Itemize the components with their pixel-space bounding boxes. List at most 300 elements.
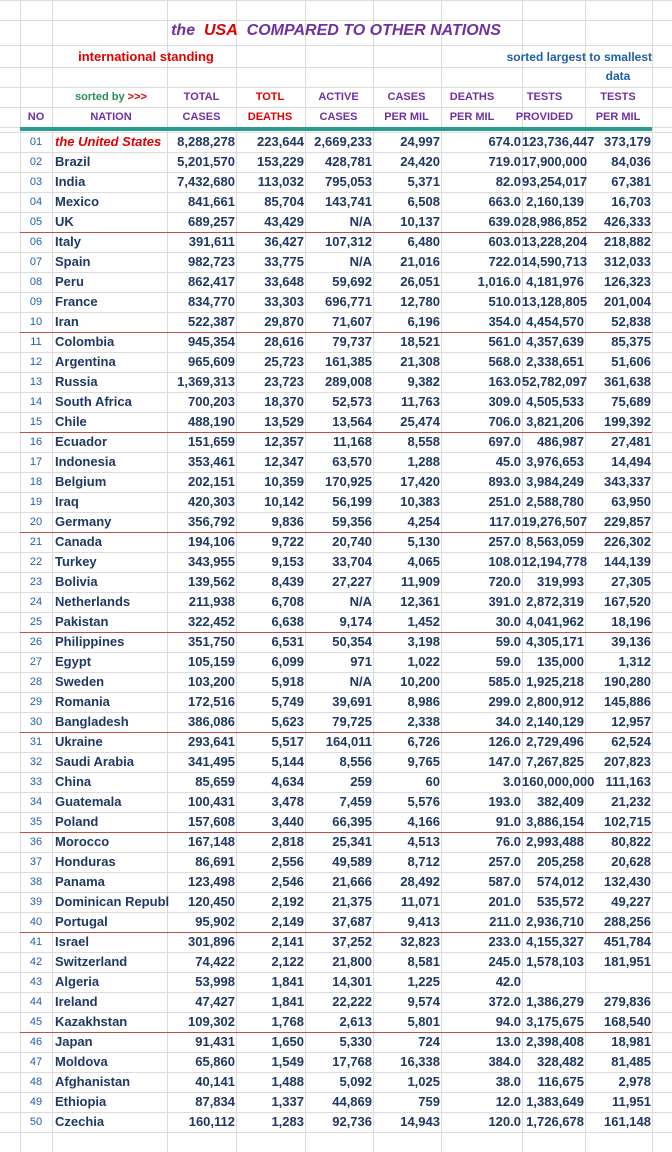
nation-name: Ecuador [55, 434, 108, 449]
active-cases: 161,385 [325, 354, 372, 369]
header-deaths: DEATHS [449, 91, 495, 103]
cases-per-mil: 3,198 [407, 634, 440, 649]
tests-provided: 4,454,570 [526, 314, 584, 329]
tests-per-mil: 126,323 [604, 274, 651, 289]
deaths-per-mil: 257.0 [488, 854, 521, 869]
total-cases: 700,203 [188, 394, 235, 409]
active-cases: 17,768 [332, 1054, 372, 1069]
total-deaths: 6,708 [271, 594, 304, 609]
cases-per-mil: 10,137 [400, 214, 440, 229]
total-cases: 151,659 [188, 434, 235, 449]
table-row [0, 772, 672, 792]
active-cases: 696,771 [325, 294, 372, 309]
deaths-per-mil: 720.0 [488, 574, 521, 589]
tests-provided: 2,729,496 [526, 734, 584, 749]
header-cases-total: CASES [182, 111, 221, 123]
tests-provided: 2,872,319 [526, 594, 584, 609]
cases-per-mil: 6,508 [407, 194, 440, 209]
active-cases: 9,174 [339, 614, 372, 629]
tests-per-mil [585, 972, 651, 992]
table-row [0, 272, 672, 292]
nation-name: Philippines [55, 634, 125, 649]
cases-per-mil: 12,361 [400, 594, 440, 609]
table-row [0, 732, 672, 752]
tests-per-mil: 27,305 [611, 574, 651, 589]
nation-name: Netherlands [55, 594, 131, 609]
total-cases: 65,860 [195, 1054, 235, 1069]
tests-provided: 93,254,017 [522, 174, 588, 189]
tests-per-mil: 132,430 [604, 874, 651, 889]
table-row [0, 492, 672, 512]
nation-name: Romania [55, 694, 110, 709]
row-number: 39 [29, 896, 43, 908]
row-number: 25 [29, 616, 43, 628]
nation-name: India [55, 174, 86, 189]
nation-name: Bangladesh [55, 714, 129, 729]
row-number: 05 [29, 216, 43, 228]
active-cases: 5,092 [339, 1074, 372, 1089]
active-cases: 39,691 [332, 694, 372, 709]
active-cases: 21,666 [332, 874, 372, 889]
total-deaths: 33,648 [264, 274, 304, 289]
tests-provided: 205,258 [537, 854, 584, 869]
nation-name: South Africa [55, 394, 132, 409]
row-number: 13 [29, 376, 43, 388]
table-row [0, 172, 672, 192]
nation-name: Brazil [55, 154, 91, 169]
tests-provided: 7,267,825 [526, 754, 584, 769]
tests-per-mil: 145,886 [604, 694, 651, 709]
cases-per-mil: 60 [425, 774, 440, 789]
cases-per-mil: 4,166 [407, 814, 440, 829]
cases-per-mil: 8,581 [407, 954, 440, 969]
deaths-per-mil: 697.0 [488, 434, 521, 449]
grid-line [0, 1132, 672, 1133]
deaths-per-mil: 59.0 [495, 654, 521, 669]
total-cases: 105,159 [188, 654, 235, 669]
total-deaths: 8,439 [271, 574, 304, 589]
cases-per-mil: 8,712 [407, 854, 440, 869]
active-cases: 56,199 [332, 494, 372, 509]
total-deaths: 10,359 [264, 474, 304, 489]
total-deaths: 1,283 [271, 1114, 304, 1129]
subtitle-left: international standing [78, 49, 214, 64]
total-cases: 47,427 [195, 994, 235, 1009]
row-number: 46 [29, 1036, 43, 1048]
row-number: 02 [29, 156, 43, 168]
cases-per-mil: 12,780 [400, 294, 440, 309]
cases-per-mil: 5,371 [407, 174, 440, 189]
table-row [0, 972, 672, 992]
deaths-per-mil: 561.0 [488, 334, 521, 349]
total-cases: 100,431 [188, 794, 235, 809]
tests-per-mil: 312,033 [604, 254, 651, 269]
total-cases: 420,303 [188, 494, 235, 509]
total-cases: 172,516 [188, 694, 235, 709]
total-cases: 841,661 [188, 194, 235, 209]
tests-provided: 3,886,154 [526, 814, 584, 829]
active-cases: 37,687 [332, 914, 372, 929]
subtitle-right: sorted largest to smallest [506, 50, 652, 64]
total-cases: 356,792 [188, 514, 235, 529]
active-cases: N/A [349, 674, 372, 689]
deaths-per-mil: 45.0 [495, 454, 521, 469]
total-deaths: 1,768 [271, 1014, 304, 1029]
active-cases: 14,301 [332, 974, 372, 989]
tests-per-mil: 201,004 [604, 294, 651, 309]
total-deaths: 4,634 [271, 774, 304, 789]
total-deaths: 223,644 [257, 134, 304, 149]
table-row [0, 712, 672, 732]
row-number: 22 [29, 556, 43, 568]
grid-line [0, 20, 672, 21]
tests-per-mil: 144,139 [604, 554, 651, 569]
table-row [0, 652, 672, 672]
tests-per-mil: 288,256 [604, 914, 651, 929]
total-cases: 103,200 [188, 674, 235, 689]
row-number: 48 [29, 1076, 43, 1088]
cases-per-mil: 8,558 [407, 434, 440, 449]
nation-name: Pakistan [55, 614, 109, 629]
nation-name: Chile [55, 414, 87, 429]
table-row [0, 632, 672, 652]
tests-per-mil: 75,689 [611, 394, 651, 409]
row-number: 28 [29, 676, 43, 688]
tests-per-mil: 451,784 [604, 934, 651, 949]
cases-per-mil: 6,480 [407, 234, 440, 249]
nation-name: Honduras [55, 854, 116, 869]
header-nation: NATION [90, 111, 132, 123]
cases-per-mil: 1,022 [407, 654, 440, 669]
active-cases: 27,227 [332, 574, 372, 589]
row-number: 37 [29, 856, 43, 868]
deaths-per-mil: 59.0 [495, 634, 521, 649]
total-deaths: 1,549 [271, 1054, 304, 1069]
row-number: 50 [29, 1116, 43, 1128]
deaths-per-mil: 1,016.0 [477, 274, 521, 289]
row-number: 17 [29, 456, 43, 468]
active-cases: 49,589 [332, 854, 372, 869]
tests-per-mil: 12,957 [611, 714, 651, 729]
cases-per-mil: 14,943 [400, 1114, 440, 1129]
row-number: 06 [29, 236, 43, 248]
total-deaths: 2,556 [271, 854, 304, 869]
active-cases: 289,008 [325, 374, 372, 389]
header-totl: TOTL [255, 91, 285, 103]
total-cases: 488,190 [188, 414, 235, 429]
total-deaths: 5,144 [271, 754, 304, 769]
table-row [0, 1012, 672, 1032]
cases-per-mil: 9,574 [407, 994, 440, 1009]
total-deaths: 18,370 [264, 394, 304, 409]
tests-provided: 52,782,097 [522, 374, 588, 389]
row-number: 11 [30, 336, 42, 348]
nation-name: Kazakhstan [55, 1014, 128, 1029]
nation-name: Saudi Arabia [55, 754, 134, 769]
deaths-per-mil: 391.0 [488, 594, 521, 609]
deaths-per-mil: 719.0 [488, 154, 521, 169]
nation-name: Egypt [55, 654, 92, 669]
active-cases: 20,740 [332, 534, 372, 549]
total-cases: 7,432,680 [177, 174, 235, 189]
row-number: 35 [29, 816, 43, 828]
cases-per-mil: 9,765 [407, 754, 440, 769]
nation-name: Ireland [55, 994, 98, 1009]
tests-per-mil: 2,978 [618, 1074, 651, 1089]
total-cases: 139,562 [188, 574, 235, 589]
table-row [0, 292, 672, 312]
tests-provided: 2,398,408 [526, 1034, 584, 1049]
nation-name: the United States [55, 134, 162, 149]
tests-per-mil: 279,836 [604, 994, 651, 1009]
deaths-per-mil: 384.0 [488, 1054, 521, 1069]
row-number: 16 [29, 436, 43, 448]
row-number: 18 [29, 476, 43, 488]
active-cases: 971 [350, 654, 372, 669]
total-cases: 157,608 [188, 814, 235, 829]
header-total: TOTAL [183, 91, 220, 103]
tests-per-mil: 218,882 [604, 234, 651, 249]
table-row [0, 1112, 672, 1132]
cases-per-mil: 4,254 [407, 514, 440, 529]
total-cases: 351,750 [188, 634, 235, 649]
total-deaths: 5,749 [271, 694, 304, 709]
tests-per-mil: 27,481 [611, 434, 651, 449]
tests-per-mil: 168,540 [604, 1014, 651, 1029]
table-row [0, 592, 672, 612]
total-deaths: 1,841 [271, 994, 304, 1009]
header-provided: PROVIDED [515, 111, 574, 123]
row-number: 27 [29, 656, 43, 668]
row-number: 19 [29, 496, 43, 508]
active-cases: 13,564 [332, 414, 372, 429]
deaths-per-mil: 251.0 [488, 494, 521, 509]
cases-per-mil: 8,986 [407, 694, 440, 709]
table-row [0, 692, 672, 712]
grid-line [0, 45, 672, 46]
total-deaths: 9,722 [271, 534, 304, 549]
deaths-per-mil: 201.0 [488, 894, 521, 909]
tests-provided: 13,228,204 [522, 234, 588, 249]
deaths-per-mil: 34.0 [495, 714, 521, 729]
nation-name: Canada [55, 534, 102, 549]
tests-provided: 28,986,852 [522, 214, 588, 229]
tests-per-mil: 67,381 [611, 174, 651, 189]
cases-per-mil: 32,823 [400, 934, 440, 949]
cases-per-mil: 11,071 [400, 894, 440, 909]
active-cases: 79,737 [332, 334, 372, 349]
table-row [0, 952, 672, 972]
tests-provided: 3,821,206 [526, 414, 584, 429]
deaths-per-mil: 299.0 [488, 694, 521, 709]
nation-name: Ethiopia [55, 1094, 107, 1109]
tests-provided: 19,276,507 [522, 514, 588, 529]
deaths-per-mil: 372.0 [488, 994, 521, 1009]
tests-provided: 116,675 [537, 1074, 584, 1089]
row-number: 43 [29, 976, 43, 988]
table-row [0, 992, 672, 1012]
total-deaths: 5,623 [271, 714, 304, 729]
tests-provided: 319,993 [537, 574, 584, 589]
row-number: 09 [29, 296, 43, 308]
cases-per-mil: 9,382 [407, 374, 440, 389]
cases-per-mil: 25,474 [400, 414, 440, 429]
deaths-per-mil: 76.0 [495, 834, 521, 849]
active-cases: 143,741 [325, 194, 372, 209]
header-active: ACTIVE [318, 91, 359, 103]
total-cases: 293,641 [188, 734, 235, 749]
tests-provided: 1,386,279 [526, 994, 584, 1009]
table-row [0, 532, 672, 552]
nation-name: Spain [55, 254, 91, 269]
cases-per-mil: 21,308 [400, 354, 440, 369]
row-number: 07 [29, 256, 43, 268]
deaths-per-mil: 706.0 [488, 414, 521, 429]
header-cases: CASES [387, 91, 426, 103]
nation-name: Turkey [55, 554, 97, 569]
tests-provided: 4,041,962 [526, 614, 584, 629]
cases-per-mil: 21,016 [400, 254, 440, 269]
total-deaths: 1,841 [271, 974, 304, 989]
tests-provided: 328,482 [537, 1054, 584, 1069]
table-row [0, 392, 672, 412]
tests-per-mil: 229,857 [604, 514, 651, 529]
row-number: 20 [29, 516, 43, 528]
nation-name: Indonesia [55, 454, 116, 469]
page-title: the USA COMPARED TO OTHER NATIONS [171, 22, 501, 39]
deaths-per-mil: 163.0 [488, 374, 521, 389]
nation-name: Bolivia [55, 574, 98, 589]
total-cases: 301,896 [188, 934, 235, 949]
total-cases: 87,834 [195, 1094, 235, 1109]
cases-per-mil: 18,521 [400, 334, 440, 349]
row-number: 31 [29, 736, 43, 748]
row-number: 32 [29, 756, 43, 768]
total-cases: 5,201,570 [177, 154, 235, 169]
nation-name: Moldova [55, 1054, 108, 1069]
row-number: 26 [29, 636, 43, 648]
tests-provided: 1,578,103 [526, 954, 584, 969]
tests-provided: 486,987 [537, 434, 584, 449]
table-row [0, 372, 672, 392]
cases-per-mil: 6,726 [407, 734, 440, 749]
active-cases: 50,354 [332, 634, 372, 649]
row-number: 10 [29, 316, 43, 328]
cases-per-mil: 1,225 [407, 974, 440, 989]
active-cases: 259 [350, 774, 372, 789]
tests-per-mil: 21,232 [611, 794, 651, 809]
nation-name: Argentina [55, 354, 116, 369]
total-cases: 8,288,278 [177, 134, 235, 149]
total-cases: 53,998 [195, 974, 235, 989]
table-row [0, 312, 672, 332]
deaths-per-mil: 211.0 [489, 914, 521, 929]
total-cases: 834,770 [188, 294, 235, 309]
active-cases: 52,573 [332, 394, 372, 409]
deaths-per-mil: 893.0 [488, 474, 521, 489]
nation-name: China [55, 774, 92, 789]
tests-provided: 2,338,651 [526, 354, 584, 369]
row-number: 12 [29, 356, 43, 368]
deaths-per-mil: 30.0 [495, 614, 521, 629]
tests-per-mil: 14,494 [611, 454, 651, 469]
table-row [0, 232, 672, 252]
nation-name: Germany [55, 514, 112, 529]
row-number: 08 [29, 276, 43, 288]
cases-per-mil: 10,383 [400, 494, 440, 509]
total-deaths: 6,638 [271, 614, 304, 629]
total-deaths: 43,429 [264, 214, 304, 229]
deaths-per-mil: 663.0 [488, 194, 521, 209]
total-cases: 91,431 [195, 1034, 235, 1049]
active-cases: 21,375 [332, 894, 372, 909]
cases-per-mil: 724 [418, 1034, 440, 1049]
tests-per-mil: 11,951 [611, 1094, 651, 1109]
table-row [0, 212, 672, 232]
active-cases: 170,925 [325, 474, 372, 489]
active-cases: 79,725 [332, 714, 372, 729]
nation-name: Panama [55, 874, 105, 889]
total-deaths: 1,337 [271, 1094, 304, 1109]
row-number: 47 [29, 1056, 43, 1068]
total-deaths: 12,347 [264, 454, 304, 469]
cases-per-mil: 5,801 [407, 1014, 440, 1029]
total-cases: 123,498 [188, 874, 235, 889]
tests-provided: 8,563,059 [526, 534, 584, 549]
total-cases: 202,151 [188, 474, 235, 489]
nation-name: Dominican Republ [55, 894, 170, 909]
nation-name: Ukraine [55, 734, 103, 749]
table-row [0, 912, 672, 932]
deaths-per-mil: 117.0 [489, 514, 521, 529]
cases-per-mil: 1,288 [407, 454, 440, 469]
active-cases: 37,252 [332, 934, 372, 949]
tests-per-mil: 62,524 [611, 734, 651, 749]
cases-per-mil: 6,196 [407, 314, 440, 329]
table-row [0, 512, 672, 532]
nation-name: Israel [55, 934, 89, 949]
table-row [0, 872, 672, 892]
active-cases: 2,669,233 [314, 134, 372, 149]
cases-per-mil: 16,338 [400, 1054, 440, 1069]
total-deaths: 13,529 [264, 414, 304, 429]
row-number: 40 [29, 916, 43, 928]
table-row [0, 252, 672, 272]
row-number: 30 [29, 716, 43, 728]
cases-per-mil: 4,065 [407, 554, 440, 569]
header-divider [20, 127, 652, 131]
total-deaths: 2,818 [271, 834, 304, 849]
tests-per-mil: 49,227 [611, 894, 651, 909]
row-number: 29 [29, 696, 43, 708]
cases-per-mil: 10,200 [400, 674, 440, 689]
deaths-per-mil: 309.0 [488, 394, 521, 409]
tests-per-mil: 167,520 [604, 594, 651, 609]
tests-provided: 2,936,710 [526, 914, 584, 929]
grid-line [0, 0, 672, 1]
active-cases: 71,607 [332, 314, 372, 329]
table-row [0, 832, 672, 852]
nation-name: Italy [55, 234, 82, 249]
row-number: 15 [29, 416, 43, 428]
deaths-per-mil: 245.0 [488, 954, 521, 969]
cases-per-mil: 2,338 [407, 714, 440, 729]
row-number: 44 [29, 996, 43, 1008]
row-number: 45 [29, 1016, 43, 1028]
total-deaths: 28,616 [264, 334, 304, 349]
cases-per-mil: 9,413 [407, 914, 440, 929]
table-row [0, 1072, 672, 1092]
